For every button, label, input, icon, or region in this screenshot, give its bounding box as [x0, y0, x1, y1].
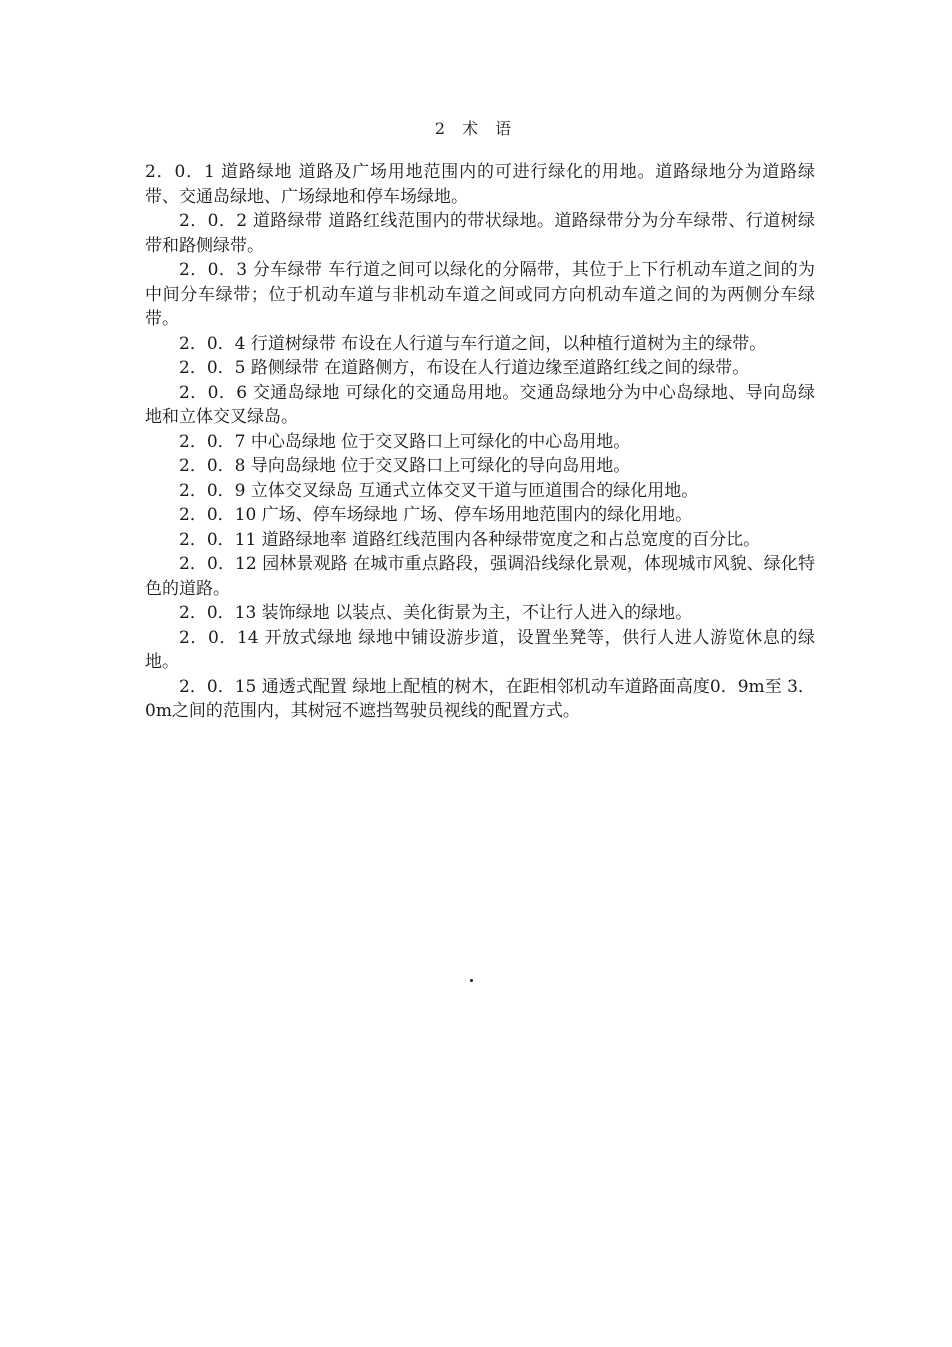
- definitions-body: [145, 160, 815, 724]
- definition-paragraph: 2．0．9 立体交叉绿岛 互通式立体交叉干道与匝道围合的绿化用地。: [179, 480, 699, 501]
- definition-paragraph: 2．0．15 通透式配置 绿地上配植的树木，在距相邻机动车道路面高度0．9m至 3．0m之间的范围内，其树冠不遮挡驾驶员视线的配置方式。: [145, 676, 815, 721]
- definition-paragraph: 2．0．6 交通岛绿地 可绿化的交通岛用地。交通岛绿地分为中心岛绿地、导向岛绿地和立体交叉绿岛。: [145, 382, 815, 427]
- definition-paragraph: 2．0．13 装饰绿地 以装点、美化街景为主，不让行人进入的绿地。: [179, 603, 693, 623]
- section-title: 2 术 语: [434, 119, 518, 138]
- definition-paragraph: 2．0．2 道路绿带 道路红线范围内的带状绿地。道路绿带分为分车绿带、行道树绿带和路侧绿带。: [145, 211, 815, 256]
- definition-paragraph: 2．0．10 广场、停车场绿地 广场、停车场用地范围内的绿化用地。: [179, 505, 693, 525]
- definition-paragraph: 2．0．5 路侧绿带 在道路侧方，布设在人行道边缘至道路红线之间的绿带。: [179, 358, 750, 378]
- definition-paragraph: 2．0．12 园林景观路 在城市重点路段，强调沿线绿化景观，体现城市风貌、绿化特色的道路。: [145, 554, 815, 599]
- definition-paragraph: 2．0．1 道路绿地 道路及广场用地范围内的可进行绿化的用地。道路绿地分为道路绿带、交通岛绿地、广场绿地和停车场绿地。: [145, 162, 815, 207]
- definition-paragraph: 2．0．11 道路绿地率 道路红线范围内各种绿带宽度之和占总宽度的百分比。: [179, 529, 761, 550]
- definition-paragraph: 2．0．3 分车绿带 车行道之间可以绿化的分隔带，其位于上下行机动车道之间的为中间分车绿带；位于机动车道与非机动车道之间或同方向机动车道之间的为两侧分车绿带。: [145, 260, 815, 329]
- definition-paragraph: 2．0．4 行道树绿带 布设在人行道与车行道之间，以种植行道树为主的绿带。: [179, 333, 767, 354]
- definition-paragraph: 2．0．8 导向岛绿地 位于交叉路口上可绿化的导向岛用地。: [179, 456, 631, 476]
- definition-paragraph: 2．0．7 中心岛绿地 位于交叉路口上可绿化的中心岛用地。: [179, 431, 631, 452]
- definition-paragraph: 2．0．14 开放式绿地 绿地中铺设游步道，设置坐凳等，供行人进人游览休息的绿地。: [145, 627, 815, 672]
- stray-dot-mark: [470, 979, 473, 982]
